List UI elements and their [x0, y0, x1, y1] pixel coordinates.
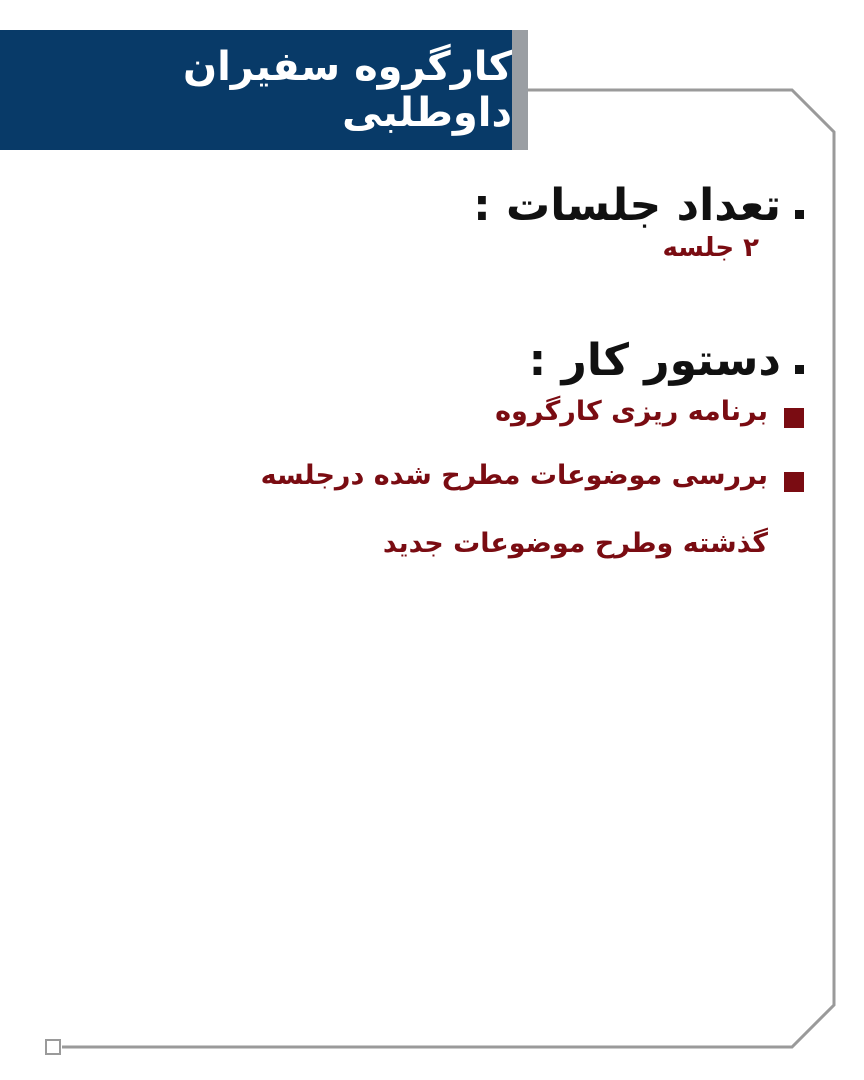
agenda-list — [104, 396, 804, 578]
frame-corner-square — [46, 1040, 60, 1054]
agenda-item-text: برنامه ریزی کارگروه — [495, 396, 768, 427]
agenda-item — [104, 396, 804, 446]
square-bullet-icon — [784, 408, 804, 428]
title-accent-bar — [512, 30, 528, 150]
slide-title: کارگروه سفیران داوطلبی — [182, 44, 512, 136]
meetings-heading-text: تعداد جلسات : — [473, 180, 781, 231]
meetings-heading — [104, 180, 804, 231]
square-bullet-icon — [795, 210, 804, 219]
meetings-count: ۲ جلسه — [662, 233, 759, 263]
square-bullet-icon — [784, 472, 804, 492]
square-bullet-icon — [795, 365, 804, 374]
agenda-item-text: بررسی موضوعات مطرح شده درجلسه گذشته وطرح موضوعات جدید — [260, 460, 768, 559]
slide-content — [104, 180, 804, 596]
agenda-heading-text: دستور کار : — [528, 335, 781, 386]
agenda-item — [104, 460, 804, 578]
